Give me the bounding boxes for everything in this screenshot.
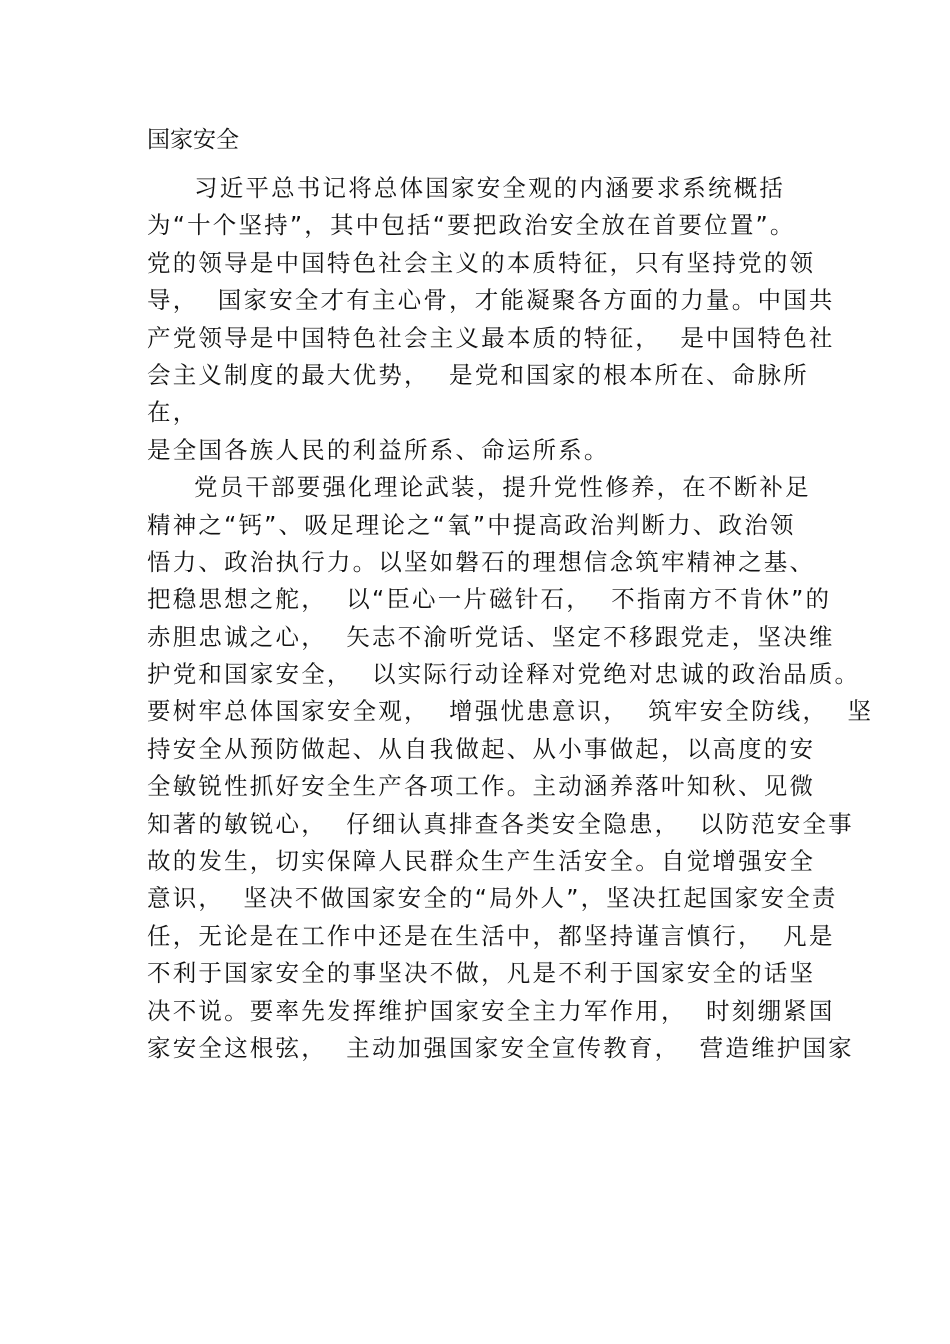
text-line: 导， 国家安全才有主心骨，才能凝聚各方面的力量。中国共 (147, 286, 835, 315)
text-line: 在， (147, 398, 199, 427)
text-line: 要树牢总体国家安全观， 增强忧患意识， 筑牢安全防线， 坚 (147, 697, 874, 726)
text-line: 为“十个坚持”，其中包括“要把政治安全放在首要位置”。 (147, 211, 796, 240)
text-line: 把稳思想之舵， 以“臣心一片磁针石， 不指南方不肯休”的 (147, 585, 832, 614)
document-body (147, 170, 874, 1067)
document-title: 国家安全 (147, 127, 239, 153)
text-line: 精神之“钙”、吸足理论之“氧”中提高政治判断力、政治领 (147, 510, 796, 539)
text-line: 决不说。要率先发挥维护国家安全主力军作用， 时刻绷紧国 (147, 996, 835, 1025)
text-line: 任，无论是在工作中还是在生活中，都坚持谨言慎行， 凡是 (147, 921, 835, 950)
text-line: 党员干部要强化理论武装，提升党性修养，在不断补足 (194, 473, 811, 502)
text-line: 家安全这根弦， 主动加强国家安全宣传教育， 营造维护国家 (147, 1033, 854, 1062)
text-line: 习近平总书记将总体国家安全观的内涵要求系统概括 (194, 174, 786, 202)
text-line: 赤胆忠诚之心， 矢志不渝听党话、坚定不移跟党走，坚决维 (147, 622, 835, 651)
text-line: 全敏锐性抓好安全生产各项工作。主动涵养落叶知秋、见微 (147, 772, 816, 801)
text-line: 会主义制度的最大优势， 是党和国家的根本所在、命脉所 (147, 360, 809, 389)
text-line: 意识， 坚决不做国家安全的“局外人”，坚决扛起国家安全责 (147, 884, 838, 913)
text-line: 是全国各族人民的利益所系、命运所系。 (147, 435, 610, 464)
text-line: 知著的敏锐心， 仔细认真排查各类安全隐患， 以防范安全事 (147, 809, 854, 838)
text-line: 悟力、政治执行力。以坚如磐石的理想信念筑牢精神之基、 (147, 547, 816, 576)
text-line: 故的发生，切实保障人民群众生产生活安全。自觉增强安全 (147, 847, 816, 876)
text-line: 护党和国家安全， 以实际行动诠释对党绝对忠诚的政治品质。 (147, 660, 861, 689)
text-line: 党的领导是中国特色社会主义的本质特征，只有坚持党的领 (147, 248, 816, 277)
text-line: 持安全从预防做起、从自我做起、从小事做起，以高度的安 (147, 734, 816, 763)
text-line: 不利于国家安全的事坚决不做，凡是不利于国家安全的话坚 (147, 959, 816, 988)
text-line: 产党领导是中国特色社会主义最本质的特征， 是中国特色社 (147, 323, 835, 352)
